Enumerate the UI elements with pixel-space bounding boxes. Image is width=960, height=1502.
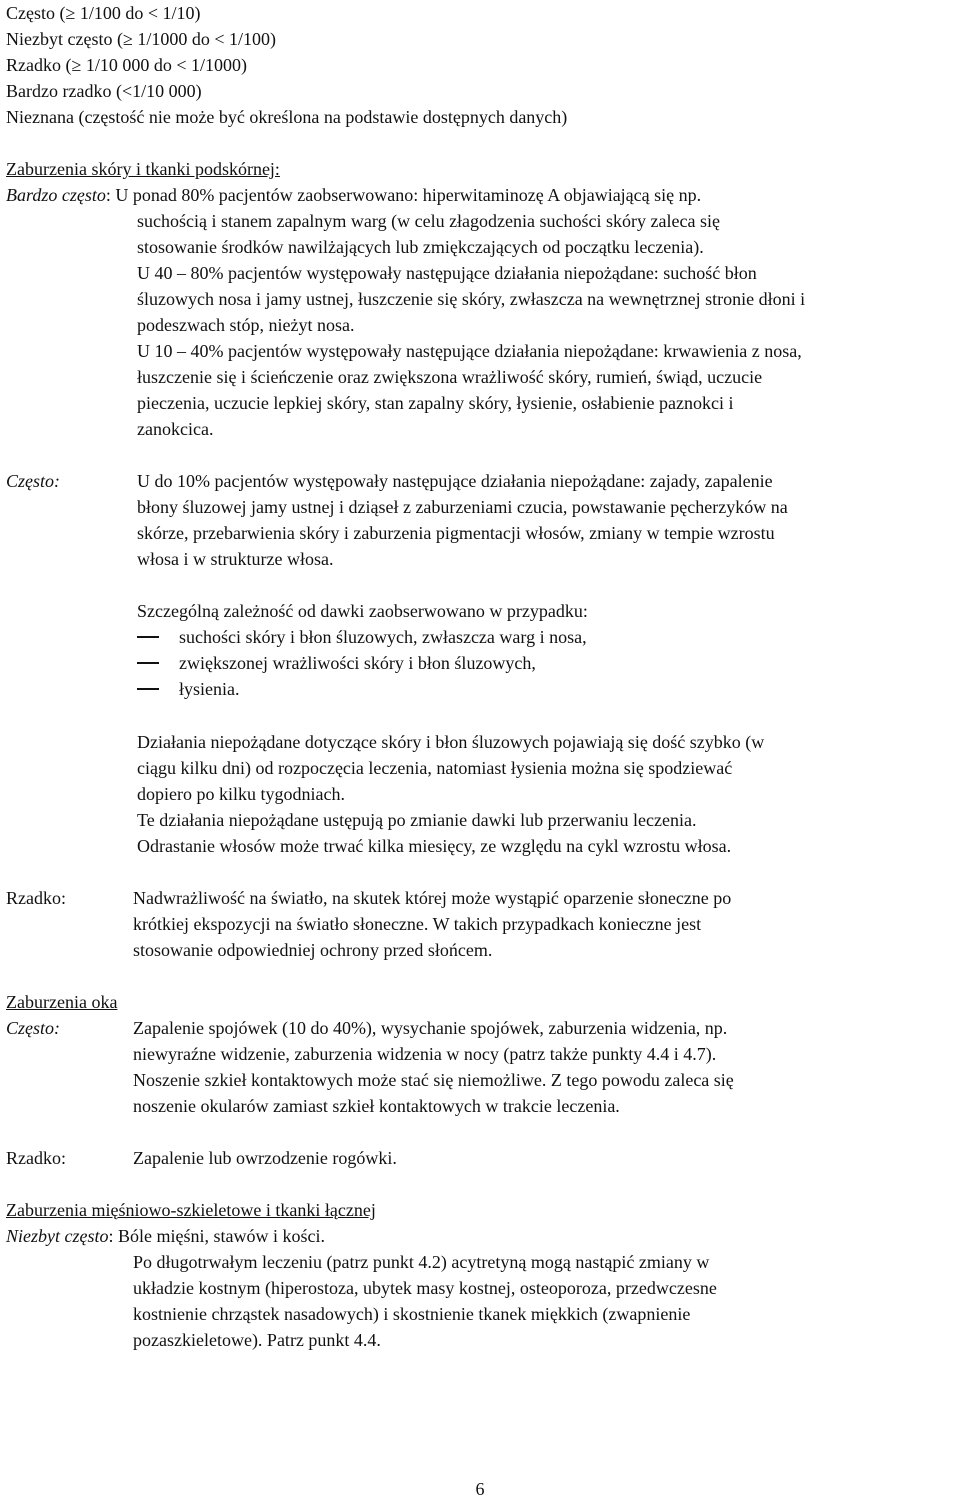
skin-very-common-line: U 40 – 80% pacjentów występowały następujące działania niepożądane: suchość błon [137, 263, 757, 283]
skin-rare-line: stosowanie odpowiedniej ochrony przed słońcem. [133, 940, 493, 960]
musculo-line: układzie kostnym (hiperostoza, ubytek masy kostnej, osteoporoza, przedwczesne [133, 1278, 717, 1298]
dose-dependence-item: suchości skóry i błon śluzowych, zwłaszcza warg i nosa, [179, 627, 587, 647]
skin-note-line: Odrastanie włosów może trwać kilka miesięcy, ze względu na cykl wzrostu włosa. [137, 836, 732, 856]
skin-very-common-line: śluzowych nosa i jamy ustnej, łuszczenie się skóry, zwłaszcza na wewnętrznej stronie dłoni i [137, 289, 806, 309]
frequency-label: Niezbyt często [6, 1226, 109, 1246]
frequency-label: Rzadko: [6, 888, 66, 908]
dose-dependence-item: zwiększonej wrażliwości skóry i błon śluzowych, [179, 653, 536, 673]
eye-rare-text: Zapalenie lub owrzodzenie rogówki. [133, 1148, 397, 1168]
page-number: 6 [475, 1479, 485, 1499]
skin-note-line: Te działania niepożądane ustępują po zmianie dawki lub przerwaniu leczenia. [137, 810, 697, 830]
eye-common-line: noszenie okularów zamiast szkieł kontaktowych w trakcie leczenia. [133, 1096, 620, 1116]
skin-very-common-line: pieczenia, uczucie lepkiej skóry, stan zapalny skóry, łysienie, osłabienie paznokci i [137, 393, 734, 413]
skin-very-common-line: U 10 – 40% pacjentów występowały następujące działania niepożądane: krwawienia z nosa, [137, 341, 802, 361]
section-heading-skin: Zaburzenia skóry i tkanki podskórnej: [6, 159, 280, 179]
skin-common-line: U do 10% pacjentów występowały następujące działania niepożądane: zajady, zapalenie [137, 471, 773, 491]
skin-very-common-row [6, 182, 701, 208]
eye-common-line: Noszenie szkieł kontaktowych może stać się niemożliwe. Z tego powodu zaleca się [133, 1070, 734, 1090]
frequency-label: Rzadko: [6, 1148, 66, 1168]
frequency-legend-line: Niezbyt często (≥ 1/1000 do < 1/100) [6, 29, 276, 49]
frequency-label: Często: [6, 471, 60, 491]
section-heading-musculoskeletal: Zaburzenia mięśniowo-szkieletowe i tkanki łącznej [6, 1200, 376, 1220]
skin-very-common-text: : U ponad 80% pacjentów zaobserwowano: hiperwitaminozę A objawiającą się np. [105, 185, 702, 205]
skin-common-line: błony śluzowej jamy ustnej i dziąseł z zaburzeniami czucia, powstawanie pęcherzyków na [137, 497, 788, 517]
frequency-legend-line: Bardzo rzadko (<1/10 000) [6, 81, 202, 101]
musculo-uncommon-row [6, 1223, 325, 1249]
skin-very-common-line: łuszczenie się i ścieńczenie oraz zwiększona wrażliwość skóry, rumień, świąd, uczucie [137, 367, 763, 387]
dash-bullet-icon [137, 688, 159, 690]
frequency-legend-line: Nieznana (częstość nie może być określona na podstawie dostępnych danych) [6, 107, 568, 127]
frequency-legend-line: Często (≥ 1/100 do < 1/10) [6, 3, 201, 23]
skin-very-common-line: podeszwach stóp, nieżyt nosa. [137, 315, 355, 335]
dose-dependence-intro: Szczególną zależność od dawki zaobserwowano w przypadku: [137, 601, 588, 621]
frequency-label: Bardzo często [6, 185, 106, 205]
musculo-line: kostnienie chrząstek nasadowych) i skostnienie tkanek miękkich (zwapnienie [133, 1304, 691, 1324]
skin-very-common-line: suchością i stanem zapalnym warg (w celu złagodzenia suchości skóry zaleca się [137, 211, 720, 231]
skin-note-line: Działania niepożądane dotyczące skóry i błon śluzowych pojawiają się dość szybko (w [137, 732, 765, 752]
musculo-line: pozaszkieletowe). Patrz punkt 4.4. [133, 1330, 381, 1350]
frequency-label: Często: [6, 1018, 60, 1038]
dose-dependence-item: łysienia. [179, 679, 240, 699]
dash-bullet-icon [137, 662, 159, 664]
skin-very-common-line: stosowanie środków nawilżających lub zmiękczających od początku leczenia). [137, 237, 704, 257]
frequency-legend-line: Rzadko (≥ 1/10 000 do < 1/1000) [6, 55, 248, 75]
eye-common-line: niewyraźne widzenie, zaburzenia widzenia w nocy (patrz także punkty 4.4 i 4.7). [133, 1044, 717, 1064]
eye-common-line: Zapalenie spojówek (10 do 40%), wysychanie spojówek, zaburzenia widzenia, np. [133, 1018, 728, 1038]
skin-very-common-line: zanokcica. [137, 419, 214, 439]
musculo-uncommon-text: : Bóle mięśni, stawów i kości. [108, 1226, 325, 1246]
skin-rare-line: krótkiej ekspozycji na światło słoneczne. W takich przypadkach konieczne jest [133, 914, 702, 934]
skin-rare-line: Nadwrażliwość na światło, na skutek której może wystąpić oparzenie słoneczne po [133, 888, 732, 908]
section-heading-eye: Zaburzenia oka [6, 992, 118, 1012]
skin-note-line: dopiero po kilku tygodniach. [137, 784, 345, 804]
skin-common-line: skórze, przebarwienia skóry i zaburzenia pigmentacji włosów, zmiany w tempie wzrostu [137, 523, 775, 543]
skin-common-line: włosa i w strukturze włosa. [137, 549, 334, 569]
musculo-line: Po długotrwałym leczeniu (patrz punkt 4.2) acytretyną mogą nastąpić zmiany w [133, 1252, 710, 1272]
skin-note-line: ciągu kilku dni) od rozpoczęcia leczenia, natomiast łysienia można się spodziewać [137, 758, 733, 778]
dash-bullet-icon [137, 636, 159, 638]
